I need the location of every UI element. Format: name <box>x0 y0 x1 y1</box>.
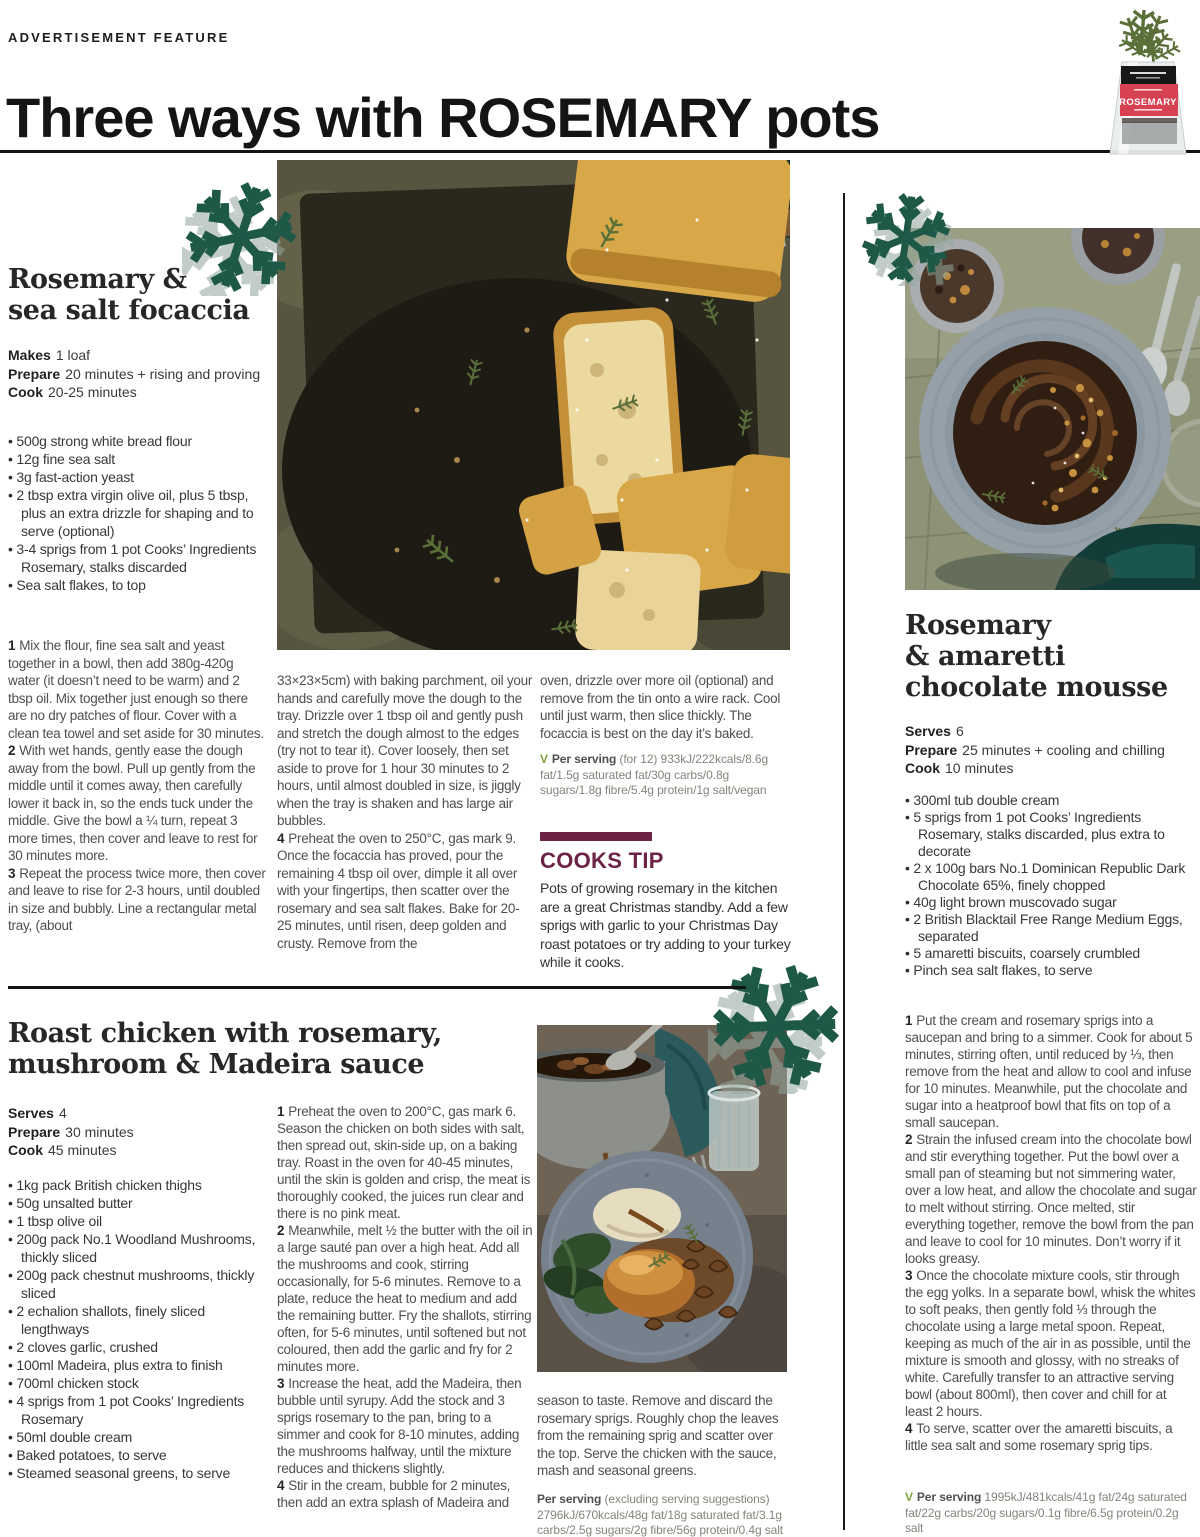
method-step: 4 To serve, scatter over the amaretti biscuits, a little sea salt and some rosemary sprig tips. <box>905 1421 1173 1453</box>
method-step: oven, drizzle over more oil (optional) and remove from the tin onto a wire rack. Cool until just warm, then slice thickly. The focaccia is best on the day it’s baked. <box>540 673 781 741</box>
vegetarian-badge: V <box>905 1490 913 1504</box>
meta-line: Serves 6 <box>905 723 964 739</box>
ingredient-item: • 2 tbsp extra virgin olive oil, plus 5 tbsp, plus an extra drizzle for shaping and to serve (optional) <box>8 486 266 540</box>
ingredient-item: • 2 cloves garlic, crushed <box>8 1338 266 1356</box>
method-step: season to taste. Remove and discard the rosemary sprigs. Roughly chop the leaves from the remaining sprig and scatter over the top. Serve the chicken with the sauce, mash and seasonal greens. <box>537 1393 779 1478</box>
vegan-badge: V <box>540 752 548 766</box>
ingredient-item: • 3-4 sprigs from 1 pot Cooks’ Ingredients Rosemary, stalks discarded <box>8 540 266 576</box>
cooks-tip-heading: COOKS TIP <box>540 848 664 873</box>
mousse-ingredients <box>905 792 1197 979</box>
mousse-method <box>905 1012 1197 1454</box>
ingredient-item: • 5 sprigs from 1 pot Cooks’ Ingredients Rosemary, stalks discarded, plus extra to decorate <box>905 809 1197 860</box>
method-step: 2 Strain the infused cream into the chocolate bowl and stir everything together. Put the bowl over a small pan of steaming but not simmering water, over a low heat, and allow the chocolate and sugar to melt without stirring. Once melted, stir everything together, remove the bowl from the pan and leave to cool for 10 minutes. Don’t worry if it looks greasy. <box>905 1132 1197 1266</box>
meta-line: Makes 1 loaf <box>8 347 91 363</box>
ingredient-item: • 50ml double cream <box>8 1428 266 1446</box>
ingredient-item: • 40g light brown muscovado sugar <box>905 894 1197 911</box>
ingredient-item: • Baked potatoes, to serve <box>8 1446 266 1464</box>
ingredient-item: • 12g fine sea salt <box>8 450 266 468</box>
ingredient-item: • 2 x 100g bars No.1 Dominican Republic Dark Chocolate 65%, finely chopped <box>905 860 1197 894</box>
method-step: 1 Put the cream and rosemary sprigs into a saucepan and bring to a simmer. Cook for about 5 minutes, stirring often, until reduced by ⅓, then remove from the heat and allow to cool and infuse for 10 minutes. Meanwhile, put the chocolate and sugar into a heatproof bowl that fits on top of a small saucepan. <box>905 1013 1193 1130</box>
pot-label-text: ROSEMARY <box>1119 97 1177 108</box>
meta-line: Cook 20-25 minutes <box>8 384 137 400</box>
method-step: 4 Preheat the oven to 250°C, gas mark 9. Once the focaccia has proved, pour the remaining 4 tbsp oil over, dimple it all over with your fingertips, then scatter over the rosemary and sea salt flakes. Bake for 20-25 minutes, until risen, deep golden and crusty. Remove from the <box>277 830 520 951</box>
ingredient-item: • 2 echalion shallots, finely sliced lengthways <box>8 1302 266 1338</box>
meta-line: Serves 4 <box>8 1105 67 1121</box>
ingredient-item: • 200g pack chestnut mushrooms, thickly sliced <box>8 1266 266 1302</box>
focaccia-title: Rosemary & sea salt focaccia <box>8 264 250 326</box>
focaccia-nutrition: V Per serving (for 12) 933kJ/222kcals/8.6g fat/1.5g saturated fat/30g carbs/0.8g sugars/1.8g fibre/5.4g protein/1g salt/vegan <box>540 752 769 797</box>
mousse-meta <box>905 722 1197 778</box>
title-rule <box>0 150 1200 153</box>
ingredient-item: • 1 tbsp olive oil <box>8 1212 266 1230</box>
cooks-tip-body: Pots of growing rosemary in the kitchen are a great Christmas standby. Add a few sprigs with garlic to your Christmas Day roast potatoes or try adding to your turkey while it cooks. <box>540 880 791 970</box>
method-step: 4 Stir in the cream, bubble for 2 minutes, then add an extra splash of Madeira and <box>277 1478 511 1510</box>
focaccia-photo <box>277 160 790 655</box>
focaccia-method-col3 <box>540 672 792 742</box>
ingredient-item: • 1kg pack British chicken thighs <box>8 1176 266 1194</box>
chicken-title: Roast chicken with rosemary, mushroom & Madeira sauce <box>8 1018 442 1080</box>
meta-line: Prepare 25 minutes + cooling and chilling <box>905 741 1165 758</box>
mousse-title: Rosemary & amaretti chocolate mousse <box>905 610 1168 703</box>
method-step: 3 Increase the heat, add the Madeira, then bubble until syrupy. Add the stock and 3 sprigs rosemary to the pan, bring to a simmer and cook for 8-10 minutes, adding the mushrooms halfway, until the mixture reduces and thickens slightly. <box>277 1376 522 1476</box>
section-rule <box>8 986 746 989</box>
chicken-nutrition: Per serving (excluding serving suggestions) 2796kJ/670kcals/48g fat/18g saturated fat/3.1g carbs/2.5g sugars/2g fibre/56g protein/0.4g salt <box>537 1492 784 1537</box>
column-divider <box>843 193 845 1530</box>
method-step: 2 Meanwhile, melt ½ the butter with the oil in a large sauté pan over a high heat. Add all the mushrooms and cook, stirring occasionally, for 5-6 minutes. Remove to a plate, reduce the heat to medium and add the remaining butter. Fry the shallots, stirring often, for 5-6 minutes, until softened but not coloured, then add the garlic and fry for 2 minutes more. <box>277 1223 533 1374</box>
focaccia-method-col2 <box>277 672 533 952</box>
method-step: 2 With wet hands, gently ease the dough away from the bowl. Pull up gently from the middle until it comes away, then carefully lower it back in, so the ends tuck under the middle. Give the bowl a ¼ turn, repeat 3 more times, then cover and leave to rest for 30 minutes more. <box>8 743 258 863</box>
method-step: 1 Mix the flour, fine sea salt and yeast together in a bowl, then add 380g-420g water (it doesn’t need to be warm) and 2 tbsp oil. Mix together just enough so there are no dry patches of flour. Cover with a clean tea towel and set aside for 30 minutes. <box>8 638 264 741</box>
meta-line: Prepare 20 minutes + rising and proving <box>8 365 261 382</box>
meta-line: Cook 45 minutes <box>8 1142 117 1158</box>
ingredient-item: • 3g fast-action yeast <box>8 468 266 486</box>
ingredient-item: • 200g pack No.1 Woodland Mushrooms, thickly sliced <box>8 1230 266 1266</box>
chicken-method-col2 <box>537 1392 789 1480</box>
page-title: Three ways with ROSEMARY pots <box>6 86 880 149</box>
ingredient-item: • Sea salt flakes, to top <box>8 576 266 594</box>
focaccia-method-col1 <box>8 637 266 935</box>
method-step: 3 Once the chocolate mixture cools, stir through the egg yolks. In a separate bowl, whisk the whites to soft peaks, then gently fold ⅓ through the chocolate using a large metal spoon. Repeat, keeping as much of the air in as possible, until the mixture is smooth and glossy, with no streaks of white. Carefully transfer to an attractive serving bowl (about 800ml), then cover and chill for at least 2 hours. <box>905 1268 1196 1419</box>
tip-accent-bar <box>540 832 652 841</box>
ingredient-item: • 100ml Madeira, plus extra to finish <box>8 1356 266 1374</box>
ingredient-item: • 500g strong white bread flour <box>8 432 266 450</box>
ingredient-item: • 300ml tub double cream <box>905 792 1197 809</box>
rosemary-sprigs-art <box>1118 9 1181 65</box>
method-step: 1 Preheat the oven to 200°C, gas mark 6. Season the chicken on both sides with salt, then spread out, skin-side up, on a baking tray. Roast in the oven for 40-45 minutes, until the skin is golden and crisp, the meat is thoroughly cooked, the juices run clear and there is no pink meat. <box>277 1104 531 1221</box>
chicken-ingredients <box>8 1176 266 1482</box>
ingredient-item: • Pinch sea salt flakes, to serve <box>905 962 1197 979</box>
ingredient-item: • 700ml chicken stock <box>8 1374 266 1392</box>
advertisement-kicker: ADVERTISEMENT FEATURE <box>8 30 230 45</box>
chicken-method-col1 <box>277 1103 533 1511</box>
ingredient-item: • Steamed seasonal greens, to serve <box>8 1464 266 1482</box>
focaccia-meta <box>8 346 266 402</box>
snowflake-icon <box>858 190 954 291</box>
focaccia-ingredients <box>8 432 266 594</box>
ingredient-item: • 5 amaretti biscuits, coarsely crumbled <box>905 945 1197 962</box>
rosemary-pot-image <box>1098 6 1198 163</box>
snowflake-icon <box>708 958 844 1099</box>
meta-line: Prepare 30 minutes <box>8 1123 134 1140</box>
mousse-nutrition: V Per serving 1995kJ/481kcals/41g fat/24g saturated fat/22g carbs/20g sugars/0.1g fibre/6.5g protein/0.2g salt <box>905 1490 1187 1535</box>
meta-line: Cook 10 minutes <box>905 760 1014 776</box>
cooks-tip-box <box>540 832 792 972</box>
ingredient-item: • 2 British Blacktail Free Range Medium Eggs, separated <box>905 911 1197 945</box>
ingredient-item: • 4 sprigs from 1 pot Cooks’ Ingredients Rosemary <box>8 1392 266 1428</box>
method-step: 33×23×5cm) with baking parchment, oil your hands and carefully move the dough to the tray. Drizzle over 1 tbsp oil and gently push and stretch the dough almost to the edges (try not to tear it). Cover loosely, then set aside to prove for 1 hour 30 minutes to 2 hours, until almost doubled in size, is jiggly when the tray is shaken and has large air bubbles. <box>277 673 533 828</box>
ingredient-item: • 50g unsalted butter <box>8 1194 266 1212</box>
chicken-meta <box>8 1104 266 1160</box>
method-step: 3 Repeat the process twice more, then cover and leave to rise for 2-3 hours, until doubled in size and bubbly. Line a rectangular metal tray, (about <box>8 865 266 933</box>
